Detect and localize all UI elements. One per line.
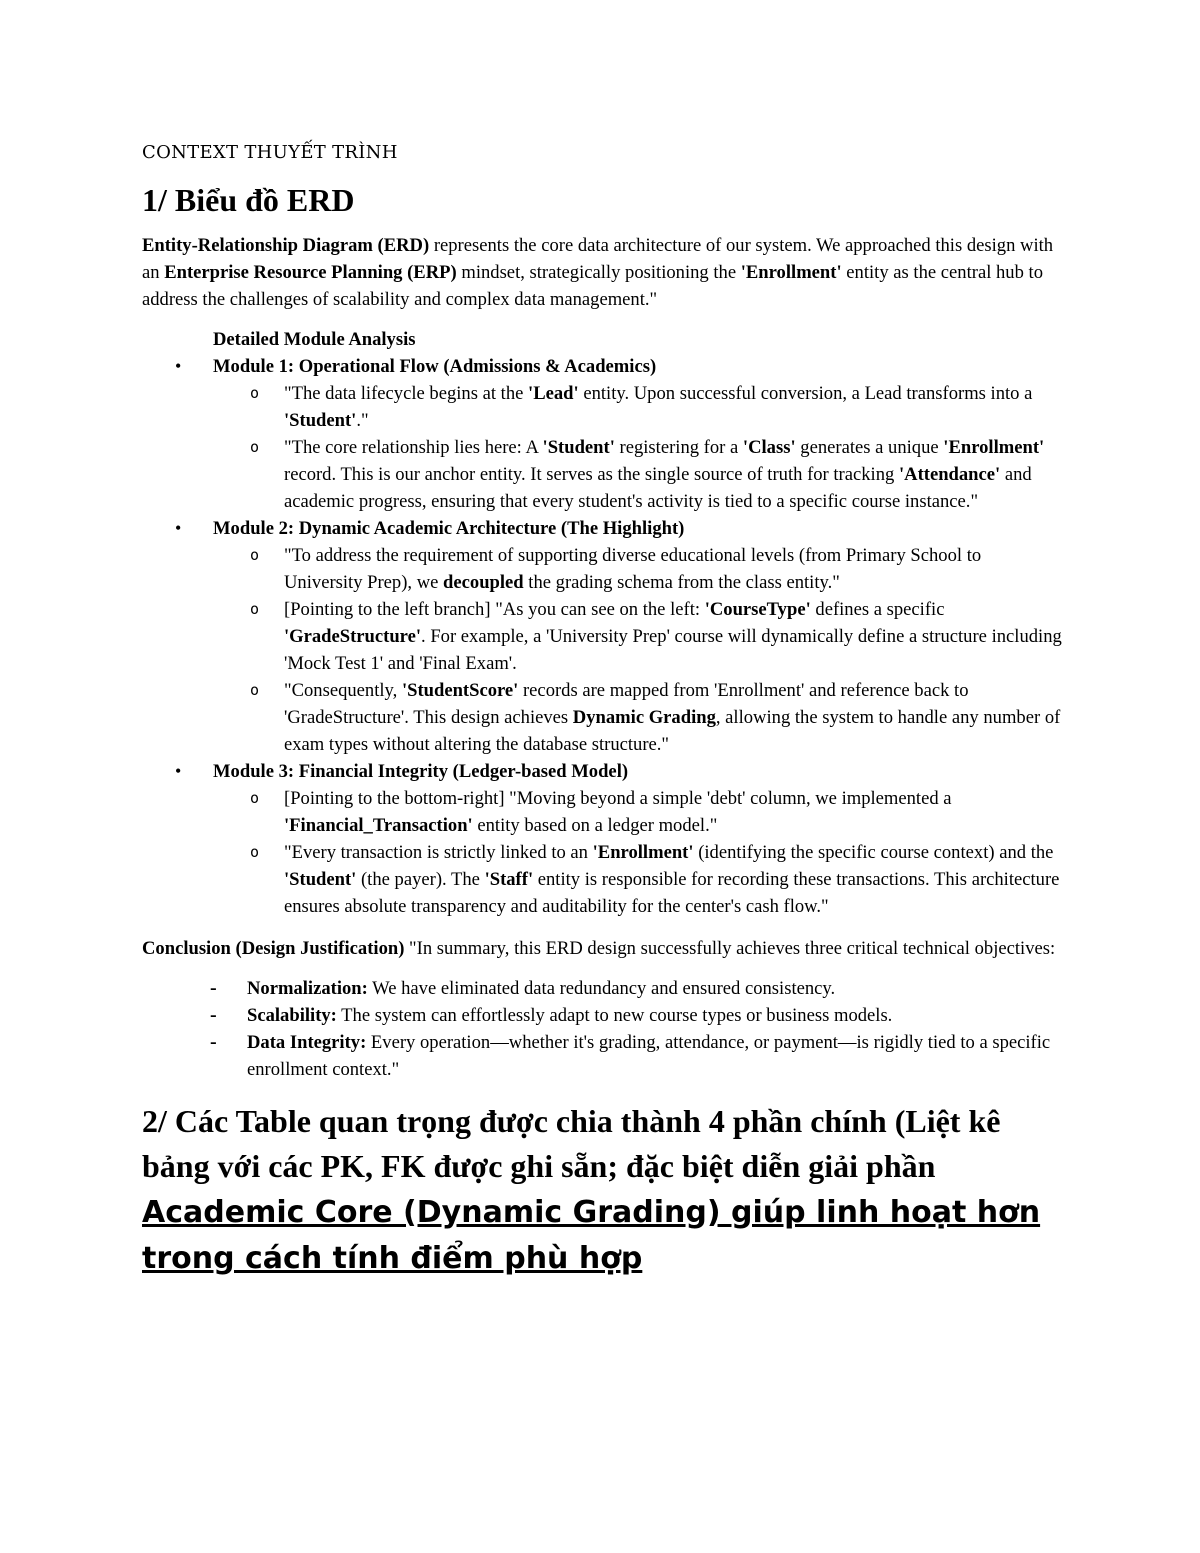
sub-text: record. This is our anchor entity. It serves as the single source of truth for tracking <box>284 464 899 485</box>
intro-text-1: represents the core data architecture of our system. We approached this design with an <box>142 235 1054 283</box>
sub-bold: 'Enrollment' <box>943 437 1045 458</box>
circle-bullet-icon: o <box>250 546 260 564</box>
conclusion-text: "In summary, this ERD design successfully achieves three critical technical objectives: <box>404 938 1056 959</box>
circle-bullet-icon: o <box>250 600 260 618</box>
objective-text: We have eliminated data redundancy and ensured consistency. <box>367 978 836 999</box>
module-item <box>142 515 1062 758</box>
objective-item <box>142 975 1062 1002</box>
sub-text: ." <box>356 410 369 431</box>
section-2-heading <box>142 1099 1062 1281</box>
document-page <box>142 138 1062 1281</box>
sub-text: registering for a <box>614 437 743 458</box>
sub-text: "To address the requirement of supporting diverse educational levels (from Primary School to University Prep), we <box>284 545 982 593</box>
sub-text: "The core relationship lies here: A <box>284 437 543 458</box>
module-sub-list <box>213 542 1062 758</box>
objective-label: Data Integrity: <box>247 1032 367 1053</box>
module-title: Module 2: Dynamic Academic Architecture (The Highlight) <box>213 518 685 539</box>
objective-label: Scalability: <box>247 1005 337 1026</box>
sub-text: , allowing the system to handle any number of exam types without altering the database structure." <box>284 707 1061 755</box>
module-sub-list <box>213 785 1062 920</box>
intro-bold-erd: Entity-Relationship Diagram (ERD) <box>142 235 430 256</box>
intro-text-3: entity as the central hub to address the challenges of scalability and complex data management." <box>142 262 1044 310</box>
bullet-icon: • <box>175 356 182 376</box>
sub-text: and academic progress, ensuring that every student's activity is tied to a specific course instance." <box>284 464 1032 512</box>
module-analysis-heading: Detailed Module Analysis <box>213 329 416 350</box>
sub-bold: 'Attendance' <box>898 464 1001 485</box>
circle-bullet-icon: o <box>250 843 260 861</box>
dash-bullet-icon: - <box>210 1031 217 1053</box>
intro-bold-erp: Enterprise Resource Planning (ERP) <box>164 262 457 283</box>
module-item <box>142 758 1062 920</box>
sub-bold: 'Financial_Transaction' <box>284 815 473 836</box>
objective-text: The system can effortlessly adapt to new course types or business models. <box>336 1005 893 1026</box>
circle-bullet-icon: o <box>250 384 260 402</box>
sub-item <box>213 596 1062 677</box>
sub-text: (the payer). The <box>356 869 485 890</box>
sub-bold: 'Enrollment' <box>592 842 694 863</box>
sub-text: entity is responsible for recording these transactions. This architecture ensures absolute transparency and auditability for the center's cash flow." <box>284 869 1060 917</box>
objective-text: Every operation—whether it's grading, attendance, or payment—is rigidly tied to a specific enrollment context." <box>247 1032 1051 1080</box>
bullet-icon: • <box>175 761 182 781</box>
circle-bullet-icon: o <box>250 681 260 699</box>
sub-text: records are mapped from 'Enrollment' and reference back to 'GradeStructure'. This design achieves <box>284 680 969 728</box>
sub-text: [Pointing to the bottom-right] "Moving beyond a simple 'debt' column, we implemented a <box>284 788 952 809</box>
dash-bullet-icon: - <box>210 977 217 999</box>
objective-item <box>142 1029 1062 1083</box>
sub-item <box>213 839 1062 920</box>
sub-bold: 'CourseType' <box>704 599 811 620</box>
module-title: Module 1: Operational Flow (Admissions & Academics) <box>213 356 657 377</box>
intro-text-2: mindset, strategically positioning the <box>456 262 741 283</box>
module-title: Module 3: Financial Integrity (Ledger-based Model) <box>213 761 629 782</box>
circle-bullet-icon: o <box>250 438 260 456</box>
context-title: CONTEXT THUYẾT TRÌNH <box>142 142 398 163</box>
sub-text: "Every transaction is strictly linked to an <box>284 842 593 863</box>
bullet-icon: • <box>175 518 182 538</box>
sub-item <box>213 677 1062 758</box>
sub-bold: decoupled <box>443 572 524 593</box>
intro-bold-enrollment: 'Enrollment' <box>740 262 842 283</box>
sub-bold: 'Staff' <box>484 869 534 890</box>
conclusion-label: Conclusion (Design Justification) <box>142 938 405 959</box>
circle-bullet-icon: o <box>250 789 260 807</box>
objective-label: Normalization: <box>247 978 368 999</box>
sub-text: entity based on a ledger model." <box>472 815 718 836</box>
sub-text: the grading schema from the class entity." <box>523 572 840 593</box>
section-1-heading: 1/ Biểu đồ ERD <box>142 182 355 218</box>
sub-text: (identifying the specific course context) and the <box>693 842 1054 863</box>
objectives-list <box>142 975 1062 1083</box>
sub-bold: 'Student' <box>542 437 615 458</box>
sub-text: [Pointing to the left branch] "As you can see on the left: <box>284 599 705 620</box>
sub-text: . For example, a 'University Prep' course will dynamically define a structure including 'Mock Test 1' and 'Final Exam'. <box>284 626 1062 674</box>
sub-item <box>213 434 1062 515</box>
module-item <box>142 353 1062 515</box>
sub-bold: 'Class' <box>742 437 796 458</box>
sub-item <box>213 542 1062 596</box>
sub-bold: 'Lead' <box>528 383 579 404</box>
module-sub-list <box>213 380 1062 515</box>
section-2-heading-underlined: Academic Core (Dynamic Grading) giúp linh hoạt hơn trong cách tính điểm phù hợp <box>142 1195 1041 1276</box>
sub-bold: 'GradeStructure' <box>284 626 422 647</box>
sub-text: "The data lifecycle begins at the <box>284 383 529 404</box>
section-2-heading-text: 2/ Các Table quan trọng được chia thành 4 phần chính (Liệt kê bảng với các PK, FK được ghi sẵn; đặc biệt diễn giải phần <box>142 1103 1001 1184</box>
module-list <box>142 353 1062 920</box>
objective-item <box>142 1002 1062 1029</box>
sub-bold: Dynamic Grading <box>572 707 716 728</box>
sub-text: defines a specific <box>810 599 945 620</box>
sub-item <box>213 785 1062 839</box>
erd-intro-paragraph <box>142 232 1062 313</box>
sub-bold: 'StudentScore' <box>401 680 519 701</box>
dash-bullet-icon: - <box>210 1004 217 1026</box>
sub-text: entity. Upon successful conversion, a Lead transforms into a <box>578 383 1033 404</box>
sub-item <box>213 380 1062 434</box>
sub-bold: 'Student' <box>284 869 357 890</box>
sub-bold: 'Student' <box>284 410 357 431</box>
conclusion-paragraph <box>142 935 1062 962</box>
sub-text: generates a unique <box>795 437 944 458</box>
sub-text: "Consequently, <box>284 680 402 701</box>
